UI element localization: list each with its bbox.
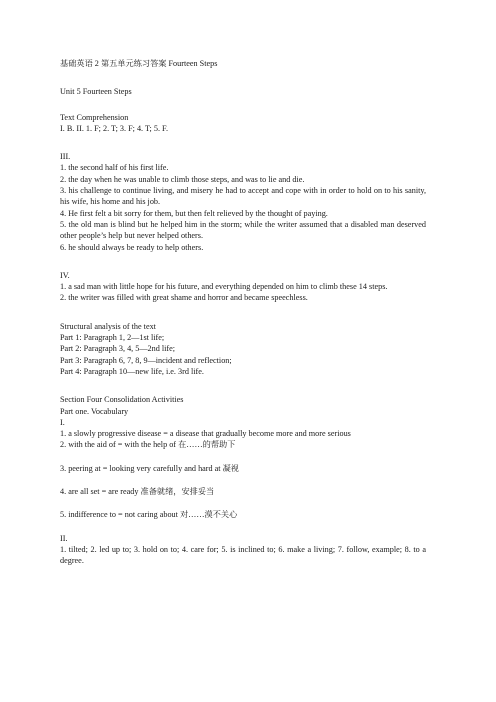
- section-iii-item: 3. his challenge to continue living, and misery he had to accept and cope with in order to hold on to his sanity, his wife, his home and his job.: [60, 186, 426, 207]
- section-iii-item: 2. the day when he was unable to climb those steps, and was to lie and die.: [60, 174, 305, 184]
- section-ii-answers: 1. tilted; 2. led up to; 3. hold on to; 4. care for; 5. is inclined to; 6. make a living; 7. follow, example; 8. to a degree.: [60, 544, 426, 566]
- structural-analysis-heading: Structural analysis of the text: [60, 321, 156, 331]
- vocabulary-i-heading: I.: [60, 417, 65, 427]
- section-ii-heading: II.: [60, 533, 68, 543]
- structural-part: Part 3: Paragraph 6, 7, 8, 9—incident and reflection;: [60, 355, 232, 365]
- vocabulary-item: 2. with the aid of = with the help of 在……的帮助下: [60, 440, 236, 450]
- structural-part: Part 2: Paragraph 3, 4, 5—2nd life;: [60, 344, 176, 354]
- vocabulary-item: 4. are all set = are ready 准备就绪，安排妥当: [60, 487, 215, 497]
- section-four-heading: Section Four Consolidation Activities: [60, 395, 184, 405]
- section-iv-item: 1. a sad man with little hope for his future, and everything depended on him to climb these 14 steps.: [60, 282, 388, 292]
- section-iii-item: 5. the old man is blind but he helped him in the storm; while the writer assumed that a disabled man deserved other people’s help but never helped others.: [60, 219, 426, 241]
- section-iv-item: 2. the writer was filled with great shame and horror and became speechless.: [60, 293, 308, 303]
- structural-part: Part 4: Paragraph 10—new life, i.e. 3rd life.: [60, 366, 204, 376]
- vocabulary-item: 3. peering at = looking very carefully and hard at 凝视: [60, 463, 239, 473]
- section-iii-item: 6. he should always be ready to help others.: [60, 242, 204, 252]
- vocabulary-item: 1. a slowly progressive disease = a disease that gradually become more and more serious: [60, 429, 351, 439]
- unit-title: Unit 5 Fourteen Steps: [60, 87, 132, 97]
- vocabulary-item: 5. indifference to = not caring about 对……漠不关心: [60, 510, 238, 520]
- document-body: [60, 58, 426, 567]
- section-iii-heading: III.: [60, 152, 71, 162]
- section-iv-heading: IV.: [60, 270, 70, 280]
- text-comprehension-answers: I. B. II. 1. F; 2. T; 3. F; 4. T; 5. F.: [60, 123, 168, 133]
- section-iii-item: 1. the second half of his first life.: [60, 163, 169, 173]
- part-one-heading: Part one. Vocabulary: [60, 406, 129, 416]
- structural-part: Part 1: Paragraph 1, 2—1st life;: [60, 333, 165, 343]
- vocabulary-list: [60, 428, 426, 520]
- section-iii-item: 4. He first felt a bit sorry for them, but then felt relieved by the thought of paying.: [60, 208, 328, 218]
- text-comprehension-heading: Text Comprehension: [60, 112, 129, 122]
- document-title: 基础英语 2 第五单元练习答案 Fourteen Steps: [60, 59, 218, 68]
